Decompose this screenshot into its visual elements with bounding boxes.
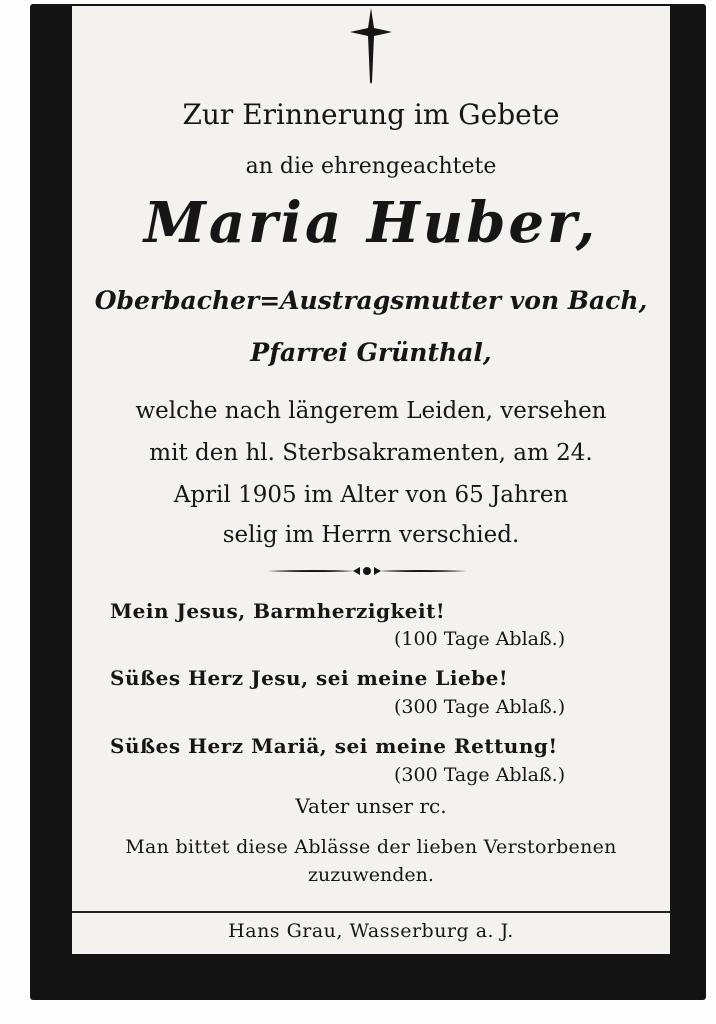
prayer-line: Süßes Herz Jesu, sei meine Liebe! xyxy=(110,666,509,690)
prayer-line: Süßes Herz Mariä, sei meine Rettung! xyxy=(110,734,558,758)
divider-ornament-icon xyxy=(267,564,467,578)
body-line: April 1905 im Alter von 65 Jahren xyxy=(173,482,569,508)
heading-title: Zur Erinnerung im Gebete xyxy=(182,98,560,131)
body-line: mit den hl. Sterbsakramenten, am 24. xyxy=(149,440,593,466)
printer-credit: Hans Grau, Wasserburg a. J. xyxy=(228,920,514,942)
indulgence-note: (300 Tage Ablaß.) xyxy=(394,764,566,786)
card-paper xyxy=(72,6,670,954)
deceased-name: Maria Huber, xyxy=(143,190,599,256)
cross-icon xyxy=(346,6,396,86)
prayer-line: Mein Jesus, Barmherzigkeit! xyxy=(110,599,446,623)
request-line: zuzuwenden. xyxy=(308,864,434,886)
indulgence-note: (100 Tage Ablaß.) xyxy=(394,628,566,650)
deceased-parish: Pfarrei Grünthal, xyxy=(250,338,492,367)
body-line: selig im Herrn verschied. xyxy=(222,522,520,548)
request-line: Man bittet diese Ablässe der lieben Verstorbenen xyxy=(125,836,617,858)
deceased-role: Oberbacher=Austragsmutter von Bach, xyxy=(94,286,648,315)
footer-rule xyxy=(72,911,670,913)
indulgence-note: (300 Tage Ablaß.) xyxy=(394,696,566,718)
body-line: welche nach längerem Leiden, versehen xyxy=(135,398,607,424)
closing-prayer: Vater unser rc. xyxy=(295,794,447,818)
heading-subtitle: an die ehrengeachtete xyxy=(245,154,497,179)
